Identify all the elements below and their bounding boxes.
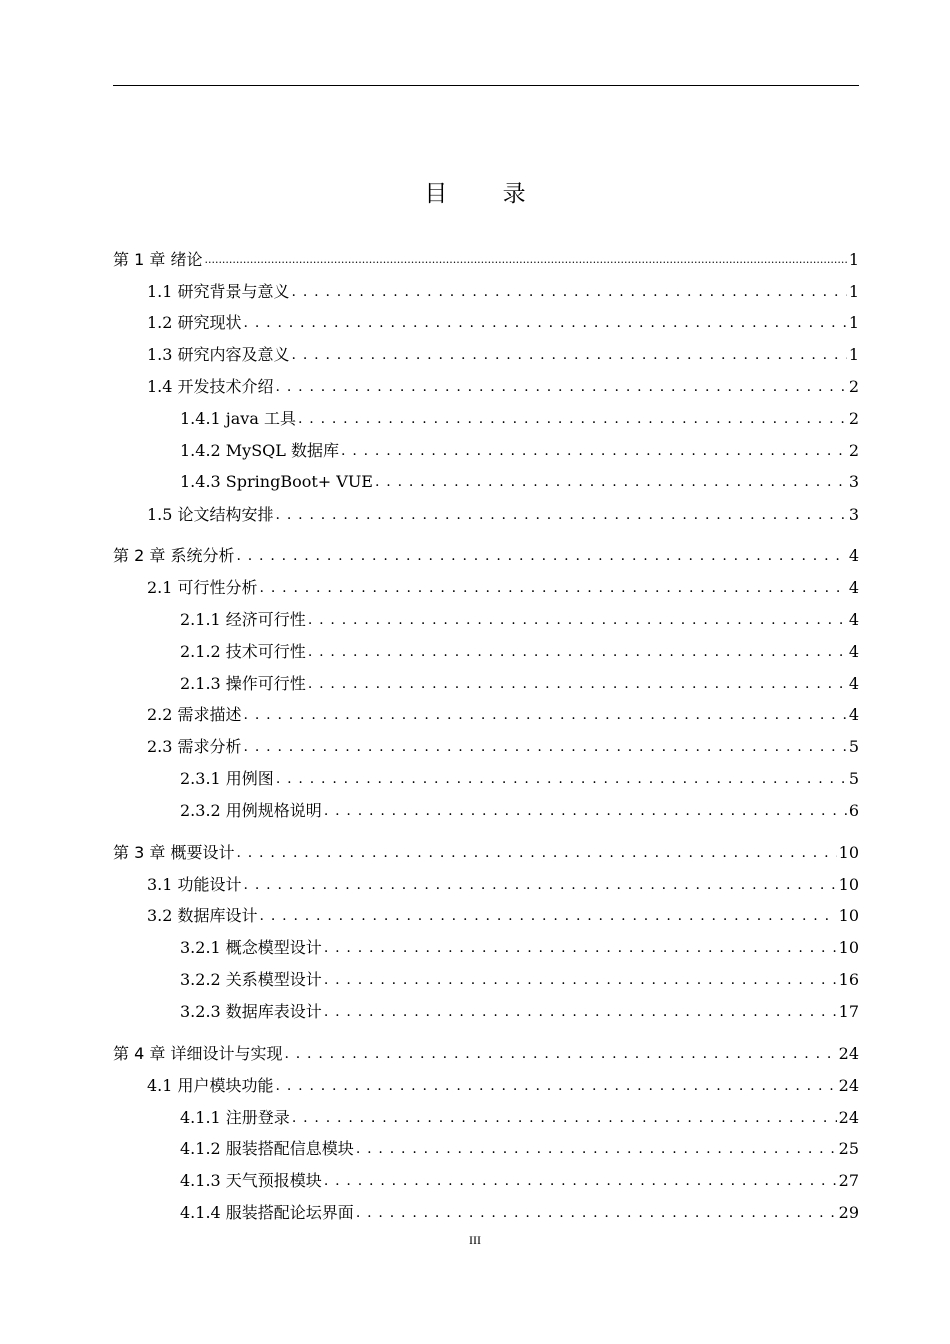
- dot-leader: [341, 440, 847, 462]
- page-number: 3: [848, 472, 859, 491]
- page-number: 4: [848, 705, 859, 724]
- page-number: 16: [838, 970, 859, 989]
- toc-entry[interactable]: 1.3 研究内容及意义 . . . 1: [113, 344, 859, 366]
- dot-leader: [244, 704, 847, 726]
- table-of-contents: [113, 0, 859, 1344]
- dot-leader: [276, 504, 847, 526]
- dot-leader: [236, 545, 846, 567]
- page-footer-number: III: [469, 1233, 481, 1247]
- dot-leader: [324, 800, 847, 822]
- page-number: 1: [848, 250, 859, 269]
- page-title: 目 录: [424, 181, 550, 207]
- dot-leader: [260, 905, 837, 927]
- dot-leader: [324, 1170, 837, 1192]
- toc-entry[interactable]: 1.4.2 MySQL 数据库 . . . 2: [113, 440, 859, 462]
- toc-entry[interactable]: 3.1 功能设计 . . . 10: [113, 874, 859, 896]
- dot-leader: [324, 1001, 837, 1023]
- page-number: 2: [848, 441, 859, 460]
- toc-entry[interactable]: 3.2.2 关系模型设计 . . . 16: [113, 969, 859, 991]
- toc-entry[interactable]: 2.1.2 技术可行性 . . . 4: [113, 641, 859, 663]
- dot-leader: [244, 736, 847, 758]
- toc-entry[interactable]: 第 1 章 绪论 ..... 1: [113, 249, 859, 271]
- page-number: 4: [848, 578, 859, 597]
- dot-leader: [236, 842, 836, 864]
- page-number: 5: [848, 737, 859, 756]
- page-number: 6: [848, 801, 859, 820]
- toc-entry[interactable]: 4.1.4 服装搭配论坛界面 . . . 29: [113, 1202, 859, 1224]
- dot-leader: [308, 673, 847, 695]
- page-number: 4: [848, 674, 859, 693]
- toc-entry[interactable]: 1.2 研究现状 . . . 1: [113, 312, 859, 334]
- dot-leader: [292, 281, 847, 303]
- dot-leader: [284, 1043, 836, 1065]
- page-number: 10: [838, 938, 859, 957]
- page-number: 1: [848, 313, 859, 332]
- page-number: 2: [848, 377, 859, 396]
- toc-entry[interactable]: 2.1.1 经济可行性 . . . 4: [113, 609, 859, 631]
- page-number: 1: [848, 282, 859, 301]
- toc-entry[interactable]: 2.3 需求分析 . . . 5: [113, 736, 859, 758]
- page-number: 24: [838, 1044, 859, 1063]
- page-number: 4: [848, 610, 859, 629]
- dot-leader: [276, 768, 847, 790]
- page-number: 10: [838, 843, 859, 862]
- dot-leader: [375, 471, 847, 493]
- toc-entry[interactable]: 1.5 论文结构安排 . . . 3: [113, 504, 859, 526]
- dot-leader: [308, 641, 847, 663]
- toc-entry[interactable]: 第 3 章 概要设计 . . . 10: [113, 842, 859, 864]
- toc-entry[interactable]: 1.4.3 SpringBoot+ VUE . . . 3: [113, 471, 859, 493]
- toc-entry[interactable]: 4.1.3 天气预报模块 . . . 27: [113, 1170, 859, 1192]
- toc-entry[interactable]: 1.4.1 java 工具 . . . 2: [113, 408, 859, 430]
- dot-leader: [260, 577, 847, 599]
- page-number: 24: [838, 1108, 859, 1127]
- page-number: 24: [838, 1076, 859, 1095]
- dot-leader: [244, 874, 837, 896]
- toc-entry[interactable]: 3.2.3 数据库表设计 . . . 17: [113, 1001, 859, 1023]
- page-number: 17: [838, 1002, 859, 1021]
- toc-entry[interactable]: 2.2 需求描述 . . . 4: [113, 704, 859, 726]
- dot-leader: [276, 1075, 837, 1097]
- toc-entry[interactable]: 4.1 用户模块功能 . . . 24: [113, 1075, 859, 1097]
- dot-leader: [204, 249, 846, 271]
- dot-leader: [308, 609, 847, 631]
- page-number: 10: [838, 875, 859, 894]
- toc-entry[interactable]: 第 2 章 系统分析 . . . 4: [113, 545, 859, 567]
- toc-entry[interactable]: 2.3.2 用例规格说明 . . . 6: [113, 800, 859, 822]
- page-number: 3: [848, 505, 859, 524]
- dot-leader: [244, 312, 847, 334]
- dot-leader: [356, 1138, 837, 1160]
- page-number: 25: [838, 1139, 859, 1158]
- toc-entry[interactable]: 3.2 数据库设计 . . . 10: [113, 905, 859, 927]
- toc-entry[interactable]: 第 4 章 详细设计与实现 . . . 24: [113, 1043, 859, 1065]
- toc-entry[interactable]: 1.1 研究背景与意义 . . . 1: [113, 281, 859, 303]
- dot-leader: [292, 1107, 837, 1129]
- toc-entry[interactable]: 2.1.3 操作可行性 . . . 4: [113, 673, 859, 695]
- page-number: 2: [848, 409, 859, 428]
- page-number: 4: [848, 546, 859, 565]
- toc-entry[interactable]: 4.1.2 服装搭配信息模块 . . . 25: [113, 1138, 859, 1160]
- dot-leader: [324, 969, 837, 991]
- toc-entry[interactable]: 1.4 开发技术介绍 . . . 2: [113, 376, 859, 398]
- dot-leader: [276, 376, 847, 398]
- dot-leader: [324, 937, 837, 959]
- page-number: 27: [838, 1171, 859, 1190]
- dot-leader: [298, 408, 847, 430]
- toc-entry[interactable]: 4.1.1 注册登录 . . . 24: [113, 1107, 859, 1129]
- dot-leader: [292, 344, 847, 366]
- page-number: 5: [848, 769, 859, 788]
- page-number: 1: [848, 345, 859, 364]
- page-number: 4: [848, 642, 859, 661]
- page-number: 10: [838, 906, 859, 925]
- page-number: 29: [838, 1203, 859, 1222]
- dot-leader: [356, 1202, 837, 1224]
- toc-entry[interactable]: 3.2.1 概念模型设计 . . . 10: [113, 937, 859, 959]
- toc-entry[interactable]: 2.1 可行性分析 . . . 4: [113, 577, 859, 599]
- toc-entry[interactable]: 2.3.1 用例图 . . . 5: [113, 768, 859, 790]
